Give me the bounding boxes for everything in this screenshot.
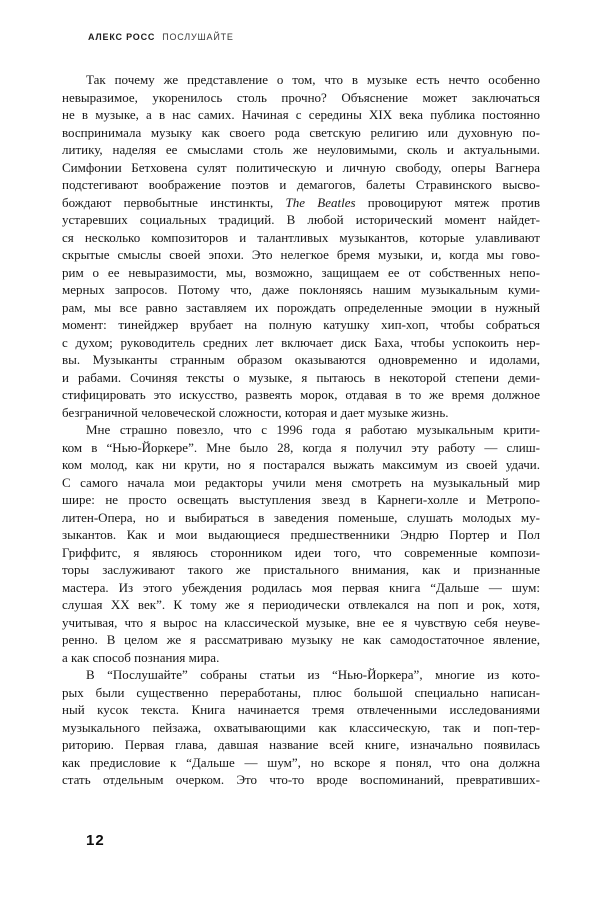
text-line: Мне страшно повезло, что с 1996 года я работаю музыкальным крити-	[86, 422, 540, 437]
text-line: с духом; руководитель средних лет включает диск Баха, чтобы успокоить нер-	[62, 334, 540, 350]
text-line: как предисловие к “Дальше — шум”, но вскоре я понял, что она должна	[62, 754, 540, 770]
text-line: учитывая, что я вырос на классической музыке, вне ее я чувствую себя неуве-	[62, 614, 540, 630]
text-line: мерных запросов. Потому что, даже поклоняясь нашим музыкальным куми-	[62, 282, 540, 297]
text-line: устаревших социальных традиций. В любой исторический момент найдет-	[62, 212, 540, 227]
text-line: торы заслуживают такого же пристального внимания, как и признанные	[62, 562, 540, 577]
header-book-title: ПОСЛУШАЙТЕ	[162, 32, 234, 42]
text-line: стать отдельным очерком. Это что-то вроде воспоминаний, превративших-	[62, 772, 540, 787]
text-line: ренно. В целом же я рассматриваю музыку не как самодостаточное явление,	[62, 632, 540, 647]
text-line: бождают первобытные инстинкты, The Beatles провоцируют мятеж против	[62, 194, 540, 210]
text-line: подстегивают воображение поэтов и демагогов, балеты Стравинского высво-	[62, 177, 540, 192]
text-line: шире: не просто освещать выступления звезд в Карнеги-холле и Метропо-	[62, 492, 540, 507]
text-line: ком в “Нью-Йоркере”. Мне было 28, когда я получил эту работу — слиш-	[62, 439, 540, 455]
text-line: Симфонии Бетховена сулят политическую и личную свободу, оперы Вагнера	[62, 159, 540, 175]
text-line: безграничной человеческой сложности, которая и дает музыке жизнь.	[62, 404, 449, 420]
body-text	[62, 71, 540, 789]
text-line: Так почему же представление о том, что в музыке есть нечто особенно	[86, 72, 540, 87]
text-line: литику, наделяя ее смыслами столь же неуловимыми, сколь и актуальными.	[62, 142, 540, 157]
text-line: музыкального пейзажа, охватывающими как классическую, так и поп-тер-	[62, 719, 540, 735]
text-line: слушая XX век”. К тому же я периодически отвлекался на поп и рок, хотя,	[62, 597, 540, 612]
text-line: рим о ее невыразимости, мы, возможно, защищаем ее от собственных непо-	[62, 264, 540, 280]
header-author-name: АЛЕКС РОСС	[88, 32, 156, 42]
text-line: В “Послушайте” собраны статьи из “Нью-Йоркера”, многие из кото-	[86, 667, 540, 682]
text-line: рых были существенно переработаны, плюс большой специально написан-	[62, 684, 540, 700]
text-line: невыразимое, укоренилось столь прочно? Объяснение может заключаться	[62, 89, 540, 105]
text-line: риторию. Первая глава, давшая название всей книге, изначально появилась	[62, 737, 540, 752]
text-line: а как способ познания мира.	[62, 649, 220, 665]
text-line: рам, мы все равно заставляем их порождать определенные эмоции в нужный	[62, 299, 540, 315]
text-line: и рабами. Сочиняя тексты о музыке, я пытаюсь в некоторой степени деми-	[62, 369, 540, 385]
text-line: не в музыке, а в нас самих. Начиная с середины XIX века публика постоянно	[62, 107, 540, 122]
page-number: 12	[86, 832, 105, 849]
text-line: вы. Музыканты странным образом оказываются одновременно и идолами,	[62, 352, 540, 367]
text-line: С самого начала мои редакторы учили меня смотреть на музыкальный мир	[62, 474, 540, 490]
text-line: момент: тинейджер врубает на полную катушку хип-хоп, чтобы собраться	[62, 317, 540, 332]
text-line: мастера. Из этого убеждения родилась моя первая книга “Дальше — шум:	[62, 579, 540, 595]
italic-phrase: The Beatles	[285, 194, 356, 210]
running-header	[88, 31, 234, 43]
text-line: ный кусок текста. Книга начинается тремя отвлеченными исследованиями	[62, 702, 540, 717]
text-line: литен-Опера, но и выбираться в заведения поменьше, слушать молодых му-	[62, 509, 540, 525]
text-line: зыкантов. Как и мои выдающиеся предшественники Эндрю Портер и Пол	[62, 527, 540, 542]
text-line: ся несколько композиторов и талантливых музыкантов, которые улавливают	[62, 229, 540, 245]
text-line: стифицировать это искусство, развеять морок, отдавая в то же время должное	[62, 387, 540, 402]
text-line: воспринимала музыку как своего рода светскую религию или духовную по-	[62, 124, 540, 140]
text-line: Гриффитс, я являюсь сторонником идеи того, что современные компози-	[62, 544, 540, 560]
text-line: ком молод, как ни крути, но я постарался выжать максимум из своей удачи.	[62, 457, 540, 472]
text-line: скрытые смыслы своей эпохи. Это нелегкое бремя музыки, и, когда мы гово-	[62, 247, 540, 262]
